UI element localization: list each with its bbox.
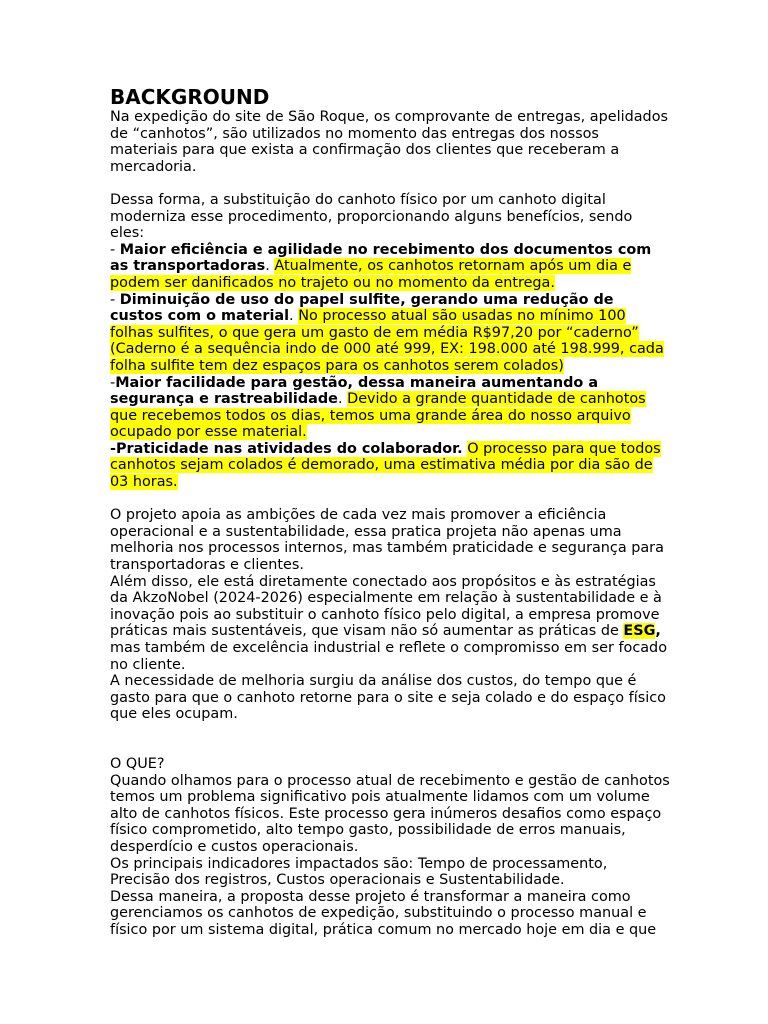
benefit-title: Diminuição de uso do papel sulfite, gerando uma redução de custos com o material <box>110 291 614 325</box>
highlighted-text: O processo para que todos canhotos sejam colados é demorado, uma estimativa média por dia são de 03 horas. <box>110 440 661 491</box>
benefit-title: -Praticidade nas atividades do colaborador. <box>110 440 463 457</box>
esg-highlight: ESG <box>623 623 656 640</box>
paragraph-proposal: Dessa maneira, a proposta desse projeto é transformar a maneira como gerenciamos os canhotos de expedição, substituindo o processo manual e físico por um sistema digital, prática comum no mercado hoje em dia e que <box>110 888 657 938</box>
benefit-item: -Maior facilidade para gestão, dessa maneira aumentando a segurança e rastreabilidade. Devido a grande quantidade de canhotos que recebemos todos os dias, temos uma grande área do nosso arquivo ocupado por esse material. <box>110 374 646 441</box>
benefit-title: Maior eficiência e agilidade no recebimento dos documentos com as transportadoras <box>110 241 652 275</box>
paragraph-benefits-intro: Dessa forma, a substituição do canhoto físico por um canhoto digital moderniza esse procedimento, proporcionando alguns benefícios, sendo eles: <box>110 191 633 242</box>
benefit-item: - Diminuição de uso do papel sulfite, gerando uma redução de custos com o material. No processo atual são usadas no mínimo 100 folhas sulfites, o que gera um gasto de em média R$97,20 por “caderno” (Caderno é a sequência indo de 000 até 999, EX: 198.000 até 198.999, cada folha sulfite tem dez espaços para os canhotos serem colados) <box>110 291 664 374</box>
paragraph-need: A necessidade de melhoria surgiu da análise dos custos, do tempo que é gasto para que o canhoto retorne para o site e seja colado e do espaço físico que eles ocupam. <box>110 673 666 723</box>
benefit-title: Maior facilidade para gestão, dessa maneira aumentando a segurança e rastreabilidade <box>110 374 599 408</box>
paragraph-project: O projeto apoia as ambições de cada vez mais promover a eficiência operacional e a sustentabilidade, essa pratica projeta não apenas uma melhoria nos processos internos, mas também praticidade e segurança para transportadoras e clientes. <box>110 507 664 574</box>
section-title-what: O QUE? <box>110 755 165 772</box>
highlighted-text: No processo atual são usadas no mínimo 100 folhas sulfites, o que gera um gasto de em média R$97,20 por “caderno” (Caderno é a sequência indo de 000 até 999, EX: 198.000 até 198.999, cada folha sulfite tem dez espaços para os canhotos serem colados) <box>110 308 664 374</box>
highlighted-text: Devido a grande quantidade de canhotos que recebemos todos os dias, temos uma grande área do nosso arquivo ocupado por esse material. <box>110 391 646 441</box>
benefit-item: - Maior eficiência e agilidade no recebimento dos documentos com as transportadoras. Atualmente, os canhotos retornam após um dia e podem ser danificados no trajeto ou no momento da entrega. <box>110 241 652 291</box>
paragraph-indicators: Os principais indicadores impactados são: Tempo de processamento, Precisão dos registros, Custos operacionais e Sustentabilidade. <box>110 855 608 889</box>
benefit-item <box>110 441 670 491</box>
section-title-background: BACKGROUND <box>110 85 270 109</box>
highlighted-text: Atualmente, os canhotos retornam após um dia e podem ser danificados no trajeto ou no momento da entrega. <box>110 258 632 291</box>
document-page <box>110 85 670 939</box>
paragraph-problem: Quando olhamos para o processo atual de recebimento e gestão de canhotos temos um problema significativo pois atualmente lidamos com um volume alto de canhotos físicos. Este processo gera inúmeros desafios como espaço físico comprometido, alto tempo gasto, possibilidade de erros manuais, desperdício e custos operacionais. <box>110 772 670 855</box>
paragraph-strategy: Além disso, ele está diretamente conectado aos propósitos e às estratégias da AkzoNobel (2024-2026) especialmente em relação à sustentabilidade e à inovação pois ao substituir o canhoto físico pelo digital, a empresa promove práticas mais sustentáveis, que visam não só aumentar as práticas de ESG, mas também de excelência industrial e reflete o compromisso em ser focado no cliente. <box>110 573 667 673</box>
paragraph-intro: Na expedição do site de São Roque, os comprovante de entregas, apelidados de “canhotos”, são utilizados no momento das entregas dos nossos materiais para que exista a confirmação dos clientes que receberam a mercadoria. <box>110 109 668 175</box>
